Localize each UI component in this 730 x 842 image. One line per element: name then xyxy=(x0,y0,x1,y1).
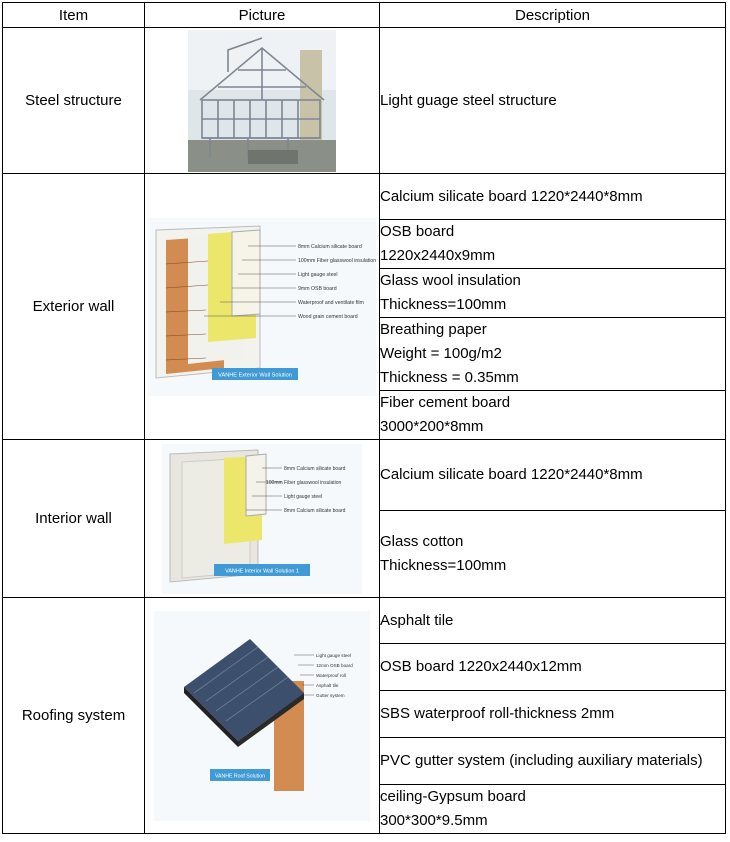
callout-label: 8mm Calcium silicate board xyxy=(284,465,346,472)
description-cell xyxy=(380,28,726,174)
picture-cell xyxy=(145,174,380,440)
description-line: PVC gutter system (including auxiliary materials) xyxy=(380,752,703,769)
steel-structure-picture xyxy=(188,30,336,172)
description-cell xyxy=(380,391,726,440)
picture-cell xyxy=(145,598,380,834)
callout-label: Asphalt tile xyxy=(316,682,339,688)
picture-cell xyxy=(145,28,380,174)
description-line: Asphalt tile xyxy=(380,611,454,629)
description-line: Breathing paper xyxy=(380,321,487,338)
description-line: Calcium silicate board 1220*2440*8mm xyxy=(380,187,643,205)
description-line: 3000*200*8mm xyxy=(380,418,484,435)
description-cell xyxy=(380,738,726,785)
description-line: Fiber cement board xyxy=(380,394,511,411)
description-line: Light guage steel structure xyxy=(380,91,557,109)
description-line: Glass cotton xyxy=(380,533,464,550)
description-line: Weight = 100g/m2 xyxy=(380,345,502,362)
header-picture: Picture xyxy=(145,3,380,28)
item-roofing-system: Roofing system xyxy=(3,598,145,834)
description-cell xyxy=(380,644,726,691)
interior-wall-picture xyxy=(162,444,362,594)
callout-label: Wood grain cement board xyxy=(298,313,358,320)
description-cell xyxy=(380,220,726,269)
description-line: Thickness=100mm xyxy=(380,557,507,574)
description-line: Glass wool insulation xyxy=(380,272,521,289)
item-exterior-wall: Exterior wall xyxy=(3,174,145,440)
description-line: Thickness=100mm xyxy=(380,296,507,313)
description-line: 300*300*9.5mm xyxy=(380,812,488,829)
description-cell xyxy=(380,174,726,220)
callout-label: Light gauge steel xyxy=(316,652,351,658)
description-line: OSB board 1220x2440x12mm xyxy=(380,658,582,675)
callout-label: 100mm Fiber glasswool insulation xyxy=(298,257,376,264)
description-line: 1220x2440x9mm xyxy=(380,247,496,264)
picture-caption: VANHE Exterior Wall Solution xyxy=(218,372,292,378)
table-row xyxy=(3,598,726,644)
description-cell xyxy=(380,785,726,834)
description-cell xyxy=(380,269,726,318)
picture-cell xyxy=(145,440,380,598)
callout-label: Waterproof roll xyxy=(316,672,346,678)
exterior-wall-picture xyxy=(148,218,376,396)
table-row xyxy=(3,440,726,511)
description-cell xyxy=(380,511,726,598)
description-line: OSB board xyxy=(380,223,455,240)
item-steel-structure: Steel structure xyxy=(3,28,145,174)
description-line: Calcium silicate board 1220*2440*8mm xyxy=(380,466,643,483)
description-cell xyxy=(380,691,726,738)
description-cell xyxy=(380,318,726,391)
table-row xyxy=(3,174,726,220)
description-line: ceiling-Gypsum board xyxy=(380,788,526,805)
description-line: Thickness = 0.35mm xyxy=(380,369,519,386)
header-item: Item xyxy=(3,3,145,28)
callout-label: 100mm Fiber glasswool insulation xyxy=(266,479,342,486)
picture-caption: VANHE Interior Wall Solution 1 xyxy=(225,568,299,574)
callout-label: Gutter system xyxy=(316,692,345,698)
table-row xyxy=(3,28,726,174)
callout-label: 8mm Calcium silicate board xyxy=(284,507,346,514)
callout-label: Light gauge steel xyxy=(284,493,323,500)
header-description: Description xyxy=(380,3,726,28)
roofing-system-picture xyxy=(154,611,370,821)
description-cell xyxy=(380,598,726,644)
callout-label: 8mm Calcium silicate board xyxy=(298,243,362,250)
callout-label: Light gauge steel xyxy=(298,271,338,278)
description-line: SBS waterproof roll-thickness 2mm xyxy=(380,705,615,722)
spec-table xyxy=(2,2,726,834)
callout-label: 12mm OSB board xyxy=(316,662,353,668)
description-cell xyxy=(380,440,726,511)
callout-label: Waterproof and ventilate film xyxy=(298,299,364,306)
item-interior-wall: Interior wall xyxy=(3,440,145,598)
header-row xyxy=(3,3,726,28)
callout-label: 9mm OSB board xyxy=(298,285,337,292)
picture-caption: VANHE Roof Solution xyxy=(214,773,266,779)
